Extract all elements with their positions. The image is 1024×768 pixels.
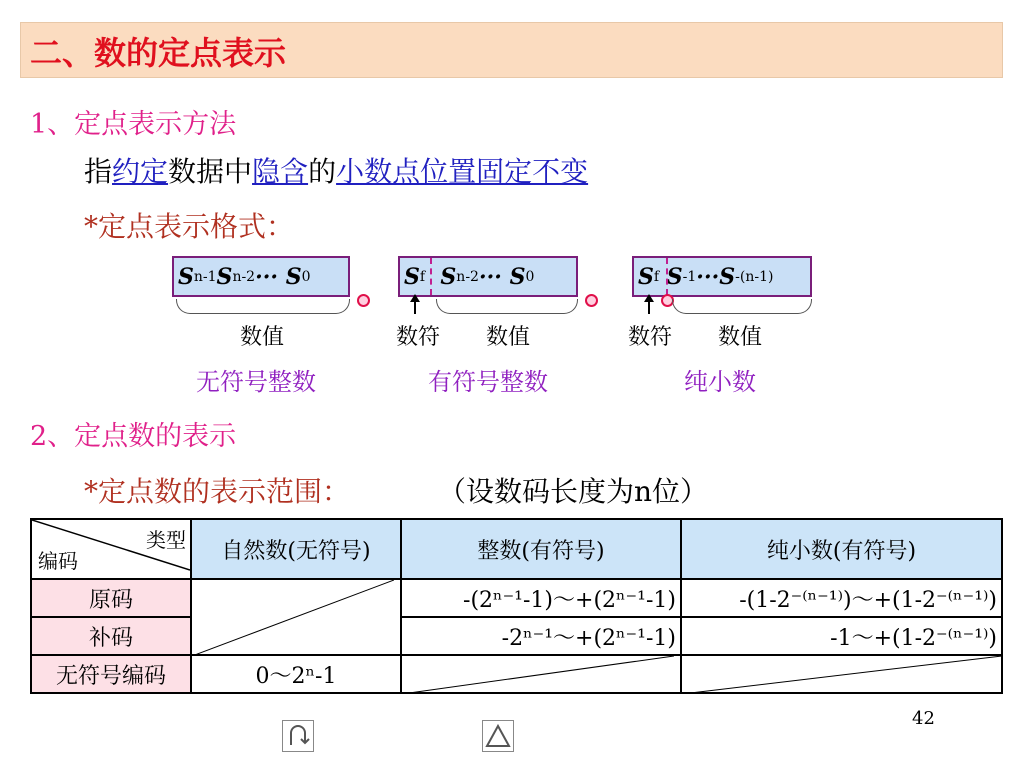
sign-arrow: [648, 300, 650, 314]
type-label: 无符号整数: [196, 368, 316, 396]
cell-diagonal: [192, 580, 394, 656]
range-table: [30, 518, 1003, 694]
row-label: 原码: [31, 579, 191, 617]
brace: [672, 299, 812, 314]
def-text: 数据中: [168, 155, 253, 188]
frac-range: -(1-2⁻⁽ⁿ⁻¹⁾)～+(1-2⁻⁽ⁿ⁻¹⁾): [681, 579, 1002, 617]
definition-line: [84, 150, 588, 190]
brace: [436, 299, 578, 314]
natural-range: 0～2ⁿ-1: [191, 655, 401, 693]
table-row: [31, 655, 1002, 693]
row-label: 补码: [31, 617, 191, 655]
corner-type-label: 类型: [146, 528, 186, 552]
range-label: *定点数的表示范围：: [84, 475, 351, 508]
frac-empty-cell: [681, 655, 1002, 693]
value-label: 数值: [718, 325, 763, 350]
brace: [176, 299, 350, 314]
sign-separator: [430, 258, 432, 295]
section1-heading: 1、定点表示方法: [30, 109, 237, 140]
slide-title: 二、数的定点表示: [30, 34, 287, 72]
cell-diagonal: [682, 656, 1002, 694]
triangle-icon[interactable]: [482, 720, 514, 752]
int-range: -(2ⁿ⁻¹-1)～+(2ⁿ⁻¹-1): [401, 579, 681, 617]
def-link-fixed-point[interactable]: 小数点位置固定不变: [336, 155, 589, 188]
format-box-unsigned-int: S n-1 S n-2 ··· S 0: [172, 256, 350, 297]
cell-diagonal: [402, 656, 674, 694]
format-label: *定点表示格式：: [84, 210, 295, 243]
table-row: [31, 617, 1002, 655]
range-note: （设数码长度为n位）: [438, 475, 709, 508]
def-link-convention[interactable]: 约定: [112, 155, 169, 188]
section2-heading: 2、定点数的表示: [30, 421, 237, 452]
natural-empty-cell: [191, 579, 401, 655]
sign-label: 数符: [628, 325, 673, 350]
row-label: 无符号编码: [31, 655, 191, 693]
def-link-implicit[interactable]: 隐含: [252, 155, 309, 188]
page-number: 42: [912, 708, 935, 729]
value-label: 数值: [240, 325, 285, 350]
type-label: 纯小数: [684, 368, 756, 396]
col-header-natural: 自然数(无符号): [191, 519, 401, 579]
table-corner: [31, 519, 191, 579]
corner-code-label: 编码: [38, 549, 78, 573]
table-row: [31, 579, 1002, 617]
col-header-frac: 纯小数(有符号): [681, 519, 1002, 579]
sign-arrow: [414, 300, 416, 314]
return-icon[interactable]: [282, 720, 314, 752]
int-range: -2ⁿ⁻¹～+(2ⁿ⁻¹-1): [401, 617, 681, 655]
def-text: 的: [308, 155, 337, 188]
col-header-int: 整数(有符号): [401, 519, 681, 579]
point-marker: [357, 294, 370, 307]
def-text: 指: [84, 155, 113, 188]
type-label: 有符号整数: [428, 368, 548, 396]
int-empty-cell: [401, 655, 681, 693]
sign-label: 数符: [396, 325, 441, 350]
value-label: 数值: [486, 325, 531, 350]
format-box-signed-int: S f S n-2 ··· S 0: [398, 256, 578, 297]
frac-range: -1～+(1-2⁻⁽ⁿ⁻¹⁾): [681, 617, 1002, 655]
point-marker: [585, 294, 598, 307]
format-box-pure-fraction: S f S -1 ···S -(n-1): [632, 256, 812, 297]
sign-separator: [666, 258, 668, 295]
